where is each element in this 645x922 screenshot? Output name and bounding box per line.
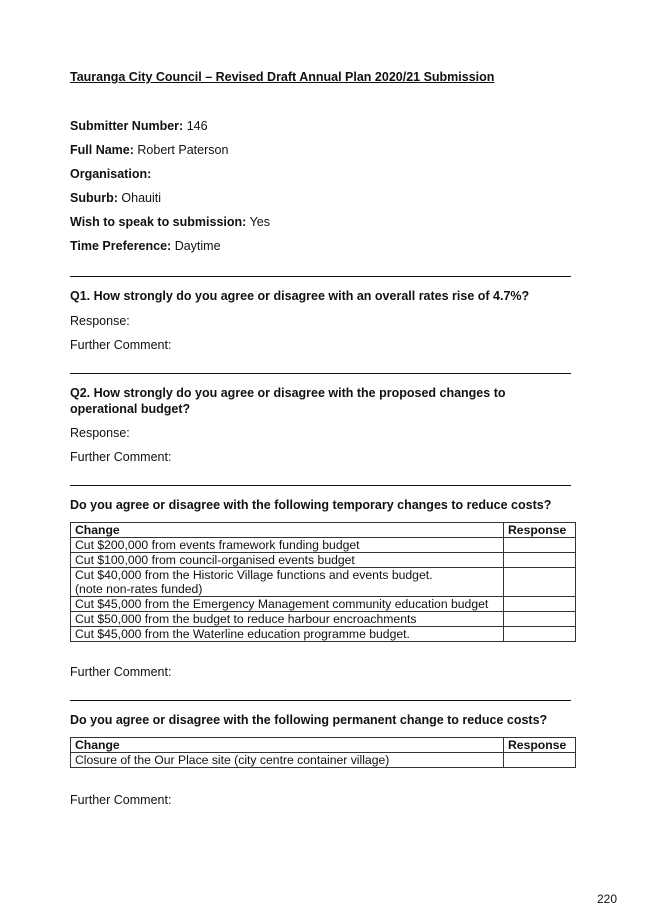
change-cell: [71, 627, 504, 642]
change-text: Cut $40,000 from the Historic Village functions and events budget.: [75, 568, 433, 582]
change-text: Cut $200,000 from events framework funding budget: [75, 538, 360, 552]
q1-response-label: Response:: [70, 314, 130, 328]
change-cell: [71, 753, 504, 768]
change-cell: [71, 538, 504, 553]
organisation: [70, 166, 151, 182]
change-note: (note non-rates funded): [75, 582, 203, 596]
response-cell: [504, 553, 576, 568]
submitter-number-value: 146: [186, 119, 208, 133]
change-text: Cut $45,000 from the Waterline education programme budget.: [75, 627, 410, 641]
change-cell: [71, 612, 504, 627]
response-cell: [504, 753, 576, 768]
q1-comment-label: Further Comment:: [70, 338, 172, 352]
wish-to-speak-label: Wish to speak to submission:: [70, 215, 247, 229]
table-header-row: [71, 738, 576, 753]
change-cell: [71, 553, 504, 568]
full-name-value: Robert Paterson: [137, 143, 229, 157]
section-divider: [70, 485, 571, 486]
submitter-number-label: Submitter Number:: [70, 119, 184, 133]
time-preference-value: Daytime: [174, 239, 221, 253]
table-row: [71, 612, 576, 627]
full-name: [70, 142, 228, 158]
change-cell: [71, 597, 504, 612]
q2-response-label: Response:: [70, 426, 130, 440]
submitter-number: [70, 118, 208, 134]
column-header-change: Change: [71, 738, 504, 753]
table-row: [71, 538, 576, 553]
suburb-value: Ohauiti: [121, 191, 162, 205]
section-divider: [70, 276, 571, 277]
section-divider: [70, 373, 571, 374]
temporary-comment-label: Further Comment:: [70, 665, 172, 679]
permanent-question: Do you agree or disagree with the following permanent change to reduce costs?: [70, 713, 548, 727]
suburb: [70, 190, 161, 206]
response-cell: [504, 538, 576, 553]
change-text: Closure of the Our Place site (city centre container village): [75, 753, 390, 767]
response-cell: [504, 627, 576, 642]
change-cell: [71, 568, 504, 597]
page-title: Tauranga City Council – Revised Draft Annual Plan 2020/21 Submission: [70, 70, 495, 84]
column-header-response: Response: [504, 738, 576, 753]
temporary-changes-table: [70, 522, 576, 642]
table-row: [71, 597, 576, 612]
temporary-question: Do you agree or disagree with the following temporary changes to reduce costs?: [70, 498, 552, 512]
permanent-comment-label: Further Comment:: [70, 793, 172, 807]
change-text: Cut $45,000 from the Emergency Management community education budget: [75, 597, 489, 611]
change-text: Cut $100,000 from council-organised events budget: [75, 553, 355, 567]
table-row: [71, 553, 576, 568]
full-name-label: Full Name:: [70, 143, 134, 157]
wish-to-speak-value: Yes: [249, 215, 270, 229]
page-number: 220: [596, 892, 617, 906]
organisation-label: Organisation:: [70, 167, 152, 181]
table-row: [71, 568, 576, 597]
table-row: [71, 627, 576, 642]
table-header-row: [71, 523, 576, 538]
response-cell: [504, 597, 576, 612]
change-text: Cut $50,000 from the budget to reduce harbour encroachments: [75, 612, 417, 626]
time-preference: [70, 238, 221, 254]
q2-comment-label: Further Comment:: [70, 450, 172, 464]
column-header-change: Change: [71, 523, 504, 538]
permanent-change-table: [70, 737, 576, 768]
response-cell: [504, 612, 576, 627]
suburb-label: Suburb:: [70, 191, 118, 205]
section-divider: [70, 700, 571, 701]
response-cell: [504, 568, 576, 597]
q2-question: Q2. How strongly do you agree or disagree with the proposed changes to operational budget?: [70, 386, 506, 416]
q1-question: Q1. How strongly do you agree or disagree with an overall rates rise of 4.7%?: [70, 289, 530, 303]
column-header-response: Response: [504, 523, 576, 538]
table-row: [71, 753, 576, 768]
time-preference-label: Time Preference:: [70, 239, 172, 253]
wish-to-speak: [70, 214, 270, 230]
